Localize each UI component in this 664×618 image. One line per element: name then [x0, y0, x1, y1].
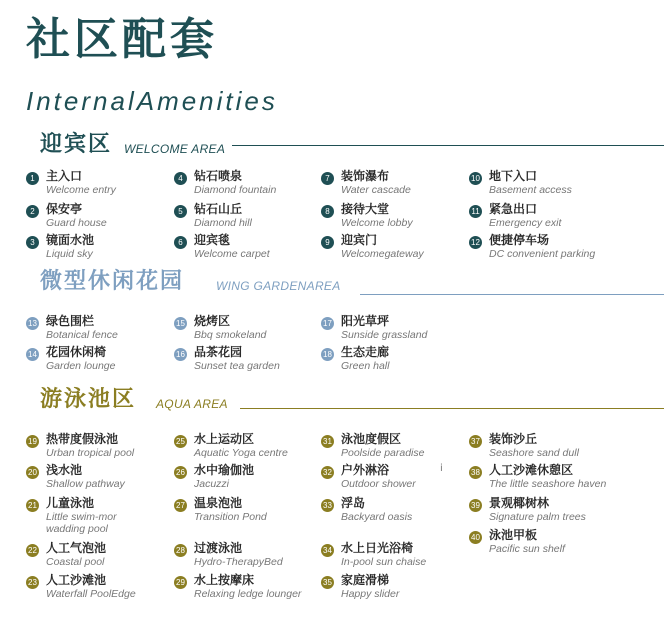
item-name-cn: 水上运动区 — [194, 432, 255, 446]
item-number-badge: 12 — [469, 236, 482, 249]
item-name-cn: 便捷停车场 — [489, 233, 550, 247]
item-name-cn: 迎宾毯 — [194, 233, 231, 247]
section-header — [0, 388, 664, 422]
item-number-badge: 7 — [321, 172, 334, 185]
item-name-en: Waterfall PoolEdge — [46, 588, 136, 600]
section-divider — [232, 145, 664, 146]
item-name-cn: 地下入口 — [489, 169, 538, 183]
item-name-en: Relaxing ledge lounger — [194, 588, 302, 600]
item-name-en: Green hall — [341, 360, 390, 372]
item-name-cn: 泳池甲板 — [489, 528, 538, 542]
item-number-badge: 40 — [469, 531, 482, 544]
section-title-cn: 迎宾区 — [40, 131, 113, 157]
section-title-en: AQUA AREA — [156, 397, 228, 411]
item-name-en: Guard house — [46, 217, 107, 229]
item-name-en: Liquid sky — [46, 248, 93, 260]
item-name-cn: 泳池度假区 — [341, 432, 402, 446]
item-name-cn: 人工沙滩休憩区 — [489, 463, 574, 477]
item-name-cn: 烧烤区 — [194, 314, 231, 328]
item-name-en: Outdoor shower — [341, 478, 416, 490]
item-name-en: Diamond hill — [194, 217, 252, 229]
item-name-cn: 儿童泳池 — [46, 496, 95, 510]
item-name-en: Happy slider — [341, 588, 400, 600]
item-number-badge: 31 — [321, 435, 334, 448]
item-number-badge: 32 — [321, 466, 334, 479]
item-name-cn: 阳光草坪 — [341, 314, 390, 328]
item-number-badge: 29 — [174, 576, 187, 589]
item-name-cn: 水上日光浴椅 — [341, 541, 414, 555]
item-name-cn: 热带度假泳池 — [46, 432, 119, 446]
item-name-en: Urban tropical pool — [46, 447, 135, 459]
item-number-badge: 5 — [174, 205, 187, 218]
item-number-badge: 27 — [174, 499, 187, 512]
section-title-en: WELCOME AREA — [124, 142, 226, 156]
item-name-cn: 景观椰树林 — [489, 496, 550, 510]
item-name-en: Emergency exit — [489, 217, 562, 229]
section-title-cn: 微型休闲花园 — [40, 268, 185, 294]
item-name-en: Welcomegateway — [341, 248, 424, 260]
item-number-badge: 21 — [26, 499, 39, 512]
item-name-cn: 品茶花园 — [194, 345, 243, 359]
item-name-cn: 浅水池 — [46, 463, 83, 477]
section-header — [0, 270, 664, 304]
item-name-cn: 装饰沙丘 — [489, 432, 538, 446]
item-number-badge: 1 — [26, 172, 39, 185]
item-number-badge: 22 — [26, 544, 39, 557]
item-name-cn: 接待大堂 — [341, 202, 390, 216]
item-name-cn: 浮岛 — [341, 496, 366, 510]
stray-mark: i — [440, 463, 443, 474]
item-number-badge: 37 — [469, 435, 482, 448]
item-name-cn: 钻石喷泉 — [194, 169, 243, 183]
item-name-en: Diamond fountain — [194, 184, 277, 196]
item-name-cn: 温泉泡池 — [194, 496, 243, 510]
item-name-cn: 生态走廊 — [341, 345, 390, 359]
item-number-badge: 26 — [174, 466, 187, 479]
item-name-cn: 过渡泳池 — [194, 541, 243, 555]
item-name-en: Poolside paradise — [341, 447, 425, 459]
item-name-cn: 花园休闲椅 — [46, 345, 107, 359]
item-name-cn: 人工气泡池 — [46, 541, 107, 555]
item-number-badge: 8 — [321, 205, 334, 218]
section-title-en: WING GARDENAREA — [216, 279, 341, 293]
item-name-cn: 水上按摩床 — [194, 573, 255, 587]
item-name-en: Bbq smokeland — [194, 329, 267, 341]
item-name-en: Jacuzzi — [194, 478, 230, 490]
item-name-cn: 户外淋浴 — [341, 463, 390, 477]
item-name-en: Sunset tea garden — [194, 360, 280, 372]
item-name-en: Seashore sand dull — [489, 447, 579, 459]
item-number-badge: 39 — [469, 499, 482, 512]
item-name-en: Coastal pool — [46, 556, 105, 568]
item-number-badge: 15 — [174, 317, 187, 330]
item-name-cn: 钻石山丘 — [194, 202, 243, 216]
item-name-en: Sunside grassland — [341, 329, 428, 341]
item-number-badge: 38 — [469, 466, 482, 479]
item-name-en: Little swim-mor wadding pool — [46, 511, 117, 535]
item-number-badge: 9 — [321, 236, 334, 249]
item-name-en: Transition Pond — [194, 511, 267, 523]
item-number-badge: 3 — [26, 236, 39, 249]
item-number-badge: 35 — [321, 576, 334, 589]
item-name-en: DC convenient parking — [489, 248, 596, 260]
item-number-badge: 16 — [174, 348, 187, 361]
item-name-cn: 绿色围栏 — [46, 314, 95, 328]
item-name-cn: 迎宾门 — [341, 233, 378, 247]
item-name-en: Botanical fence — [46, 329, 118, 341]
item-name-en: Basement access — [489, 184, 572, 196]
item-number-badge: 19 — [26, 435, 39, 448]
item-number-badge: 20 — [26, 466, 39, 479]
section-divider — [360, 294, 664, 295]
item-number-badge: 23 — [26, 576, 39, 589]
item-name-en: Signature palm trees — [489, 511, 586, 523]
item-name-en: The little seashore haven — [489, 478, 607, 490]
item-name-cn: 紧急出口 — [489, 202, 538, 216]
item-name-en: Welcome lobby — [341, 217, 413, 229]
item-name-en: Pacific sun shelf — [489, 543, 565, 555]
item-number-badge: 28 — [174, 544, 187, 557]
item-name-en: Hydro-TherapyBed — [194, 556, 283, 568]
item-name-en: Welcome carpet — [194, 248, 270, 260]
item-number-badge: 33 — [321, 499, 334, 512]
page-title-en: InternalAmenities — [26, 86, 278, 116]
item-name-cn: 保安亭 — [46, 202, 83, 216]
item-number-badge: 17 — [321, 317, 334, 330]
item-number-badge: 10 — [469, 172, 482, 185]
item-name-cn: 家庭滑梯 — [341, 573, 390, 587]
item-number-badge: 25 — [174, 435, 187, 448]
item-name-en: Water cascade — [341, 184, 411, 196]
item-number-badge: 11 — [469, 205, 482, 218]
item-number-badge: 14 — [26, 348, 39, 361]
item-name-cn: 人工沙滩池 — [46, 573, 107, 587]
item-number-badge: 2 — [26, 205, 39, 218]
item-name-en: Backyard oasis — [341, 511, 413, 523]
item-name-cn: 装饰瀑布 — [341, 169, 390, 183]
item-number-badge: 13 — [26, 317, 39, 330]
item-number-badge: 4 — [174, 172, 187, 185]
item-number-badge: 18 — [321, 348, 334, 361]
section-header — [0, 133, 664, 167]
item-name-en: Shallow pathway — [46, 478, 125, 490]
item-name-en: Welcome entry — [46, 184, 116, 196]
item-name-en: In-pool sun chaise — [341, 556, 427, 568]
item-name-en: Aquatic Yoga centre — [194, 447, 288, 459]
item-number-badge: 6 — [174, 236, 187, 249]
item-name-en: Garden lounge — [46, 360, 116, 372]
item-name-cn: 水中瑜伽池 — [194, 463, 255, 477]
item-name-cn: 主入口 — [46, 169, 83, 183]
section-divider — [240, 408, 664, 409]
section-title-cn: 游泳池区 — [40, 386, 137, 412]
page-title-cn: 社区配套 — [26, 14, 218, 65]
item-number-badge: 34 — [321, 544, 334, 557]
item-name-cn: 镜面水池 — [46, 233, 95, 247]
